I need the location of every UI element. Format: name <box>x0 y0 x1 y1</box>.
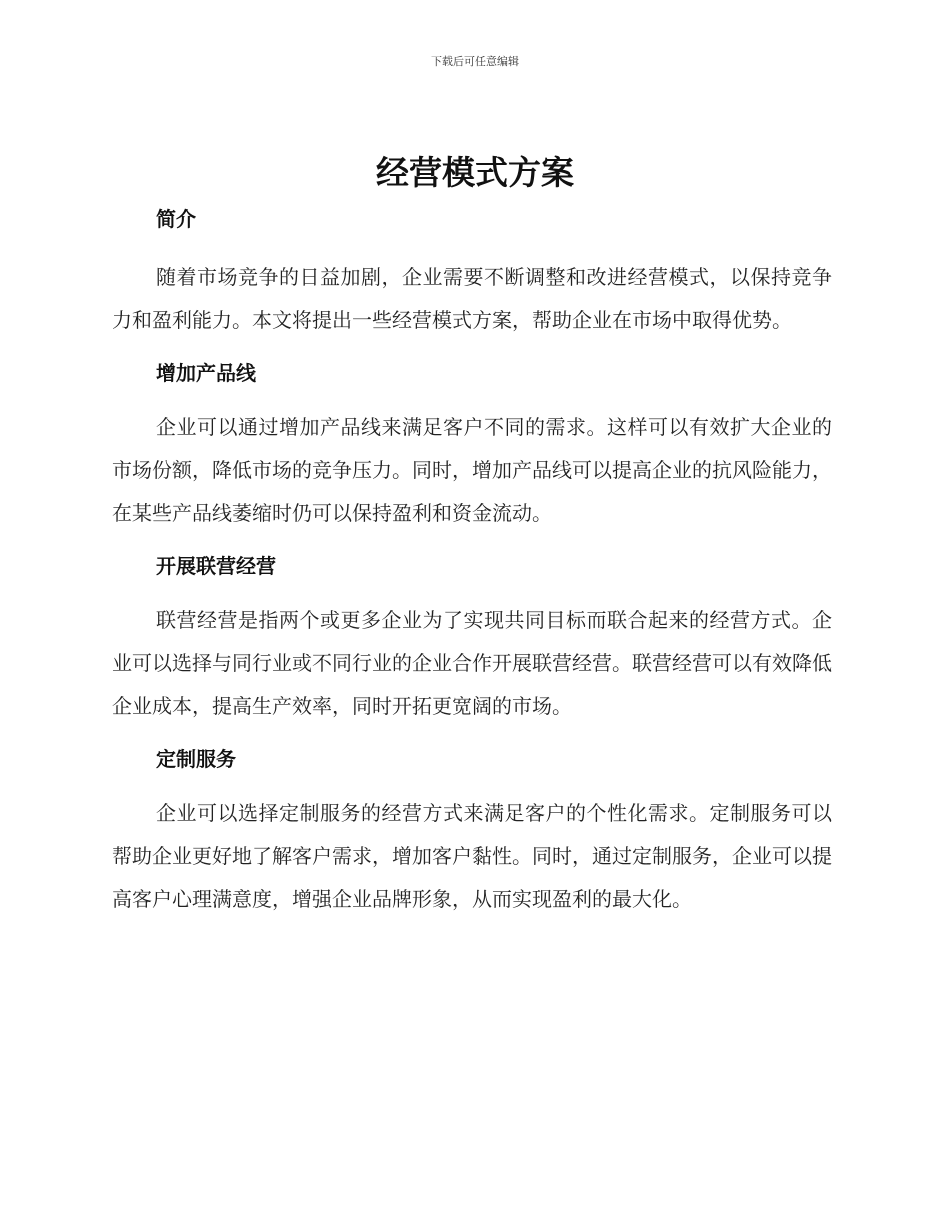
section-paragraph-product-lines: 企业可以通过增加产品线来满足客户不同的需求。这样可以有效扩大企业的市场份额，降低市场的竞争压力。同时，增加产品线可以提高企业的抗风险能力，在某些产品线萎缩时仍可以保持盈利和资金流动。 <box>112 415 832 525</box>
section-paragraph-intro: 随着市场竞争的日益加剧，企业需要不断调整和改进经营模式，以保持竞争力和盈利能力。本文将提出一些经营模式方案，帮助企业在市场中取得优势。 <box>112 265 832 332</box>
section-paragraph-custom-service: 企业可以选择定制服务的经营方式来满足客户的个性化需求。定制服务可以帮助企业更好地了解客户需求，增加客户黏性。同时，通过定制服务，企业可以提高客户心理满意度，增强企业品牌形象，从而实现盈利的最大化。 <box>112 801 832 911</box>
section-paragraph-joint-operation: 联营经营是指两个或更多企业为了实现共同目标而联合起来的经营方式。企业可以选择与同行业或不同行业的企业合作开展联营经营。联营经营可以有效降低企业成本，提高生产效率，同时开拓更宽阔的市场。 <box>112 608 832 718</box>
document-title: 经营模式方案 <box>376 153 574 192</box>
section-heading-custom-service: 定制服务 <box>156 747 236 771</box>
section-heading-joint-operation: 开展联营经营 <box>156 554 276 578</box>
page-header-note: 下载后可任意编辑 <box>431 55 519 68</box>
section-heading-intro: 简介 <box>156 207 196 231</box>
document-body <box>112 202 832 921</box>
section-heading-product-lines: 增加产品线 <box>156 361 256 385</box>
